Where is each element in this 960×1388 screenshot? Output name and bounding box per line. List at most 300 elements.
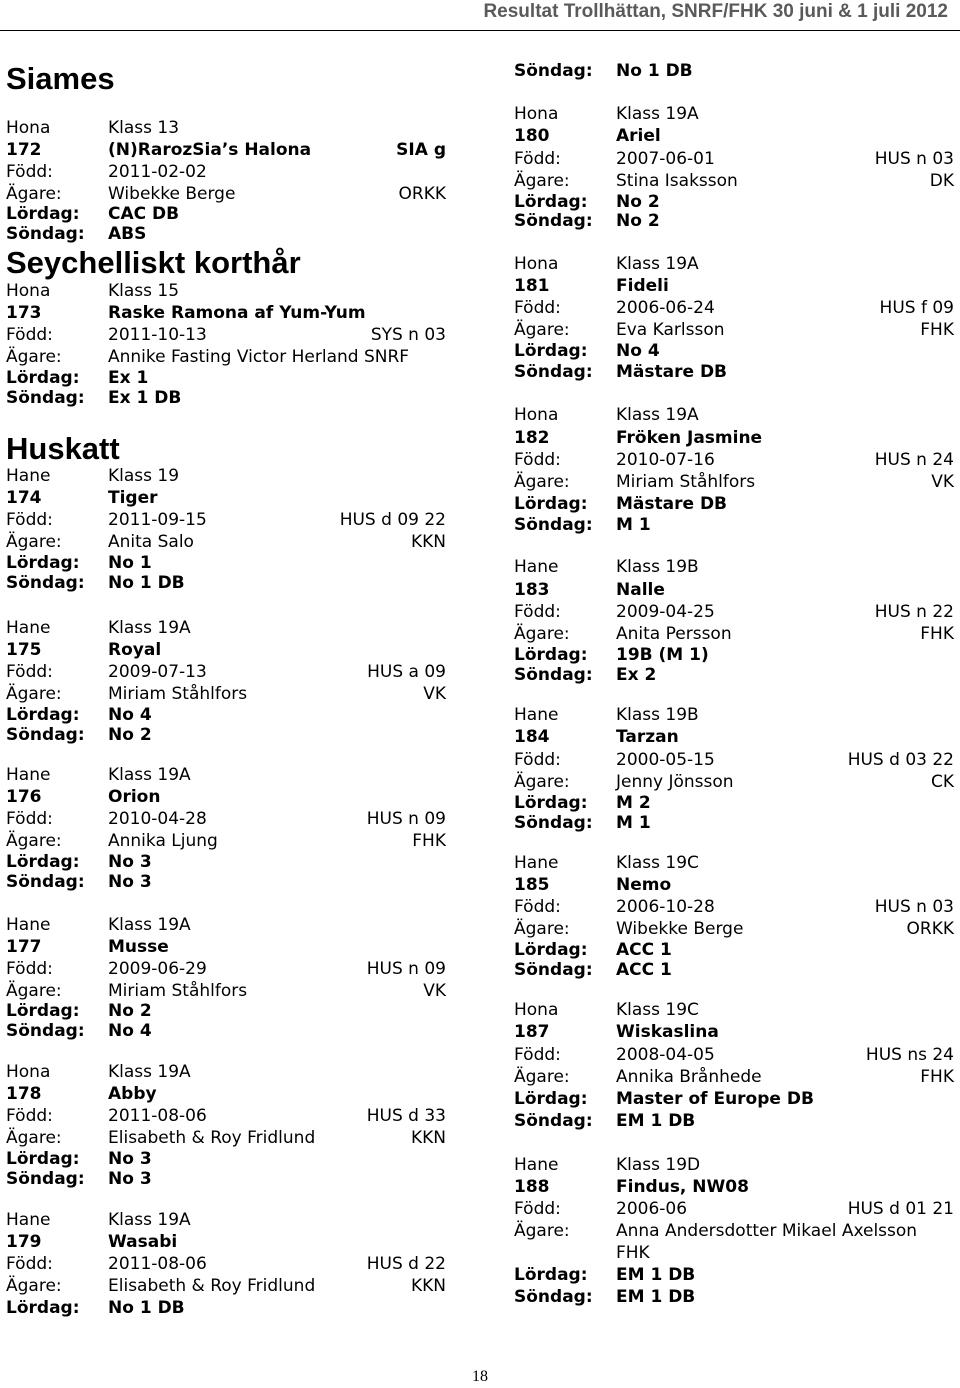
entry-line-172 [6, 140, 446, 161]
field-label: Lördag: [6, 368, 80, 388]
field-value: Jenny Jönsson [616, 772, 734, 792]
field-value: Eva Karlsson [616, 320, 725, 340]
field-label: Ägare: [6, 684, 62, 704]
field-value: No 3 [108, 872, 152, 892]
entry-line-182 [514, 428, 954, 449]
entry-line-lördag [6, 852, 446, 873]
entry-line-cont [514, 1243, 954, 1264]
field-label: Lördag: [514, 940, 588, 960]
field-label: Lördag: [514, 341, 588, 361]
entry-line-177 [6, 937, 446, 958]
entry-line-176 [6, 787, 446, 808]
entry-line-född [6, 809, 446, 830]
entry-line-söndag [514, 211, 954, 232]
entry-line-184 [514, 727, 954, 748]
field-value: Royal [108, 640, 162, 660]
field-label: 187 [514, 1022, 550, 1042]
field-extra: KKN [410, 1128, 446, 1148]
field-value: 2011-02-02 [108, 162, 207, 182]
field-label: Söndag: [514, 61, 593, 81]
field-value: Klass 19C [616, 853, 699, 873]
entry-line-lördag [514, 341, 954, 362]
entry-line-söndag [514, 1111, 954, 1132]
entry-line-söndag [514, 960, 954, 981]
field-value: EM 1 DB [616, 1265, 696, 1285]
field-value: 2006-06 [616, 1199, 688, 1219]
section-title: Seychelliskt korthår [6, 245, 301, 280]
entry-line-född [514, 602, 954, 623]
field-value: Miriam Ståhlfors [616, 472, 756, 492]
field-label: 179 [6, 1232, 42, 1252]
field-value: 2006-10-28 [616, 897, 715, 917]
field-label: Född: [514, 1045, 561, 1065]
field-extra: CK [930, 772, 954, 792]
field-value: Elisabeth & Roy Fridlund [108, 1276, 316, 1296]
field-value: No 2 [616, 192, 660, 212]
entry-line-hane [6, 765, 446, 786]
entry-line-hane [514, 557, 954, 578]
field-label: Född: [514, 602, 561, 622]
field-label: Född: [6, 809, 53, 829]
field-value: Anna Andersdotter Mikael Axelsson [616, 1221, 918, 1241]
entry-line-ägare [6, 981, 446, 1002]
entry-line-185 [514, 875, 954, 896]
field-label: Ägare: [6, 1128, 62, 1148]
entry-line-lördag [6, 553, 446, 574]
field-label: 178 [6, 1084, 42, 1104]
entry-line-söndag [514, 362, 954, 383]
field-value: Klass 19 [108, 466, 180, 486]
entry-line-ägare [514, 320, 954, 341]
field-value: ACC 1 [616, 940, 672, 960]
field-label: 173 [6, 303, 42, 323]
field-label: Söndag: [6, 573, 85, 593]
field-value: 2010-07-16 [616, 450, 715, 470]
field-label: Söndag: [6, 1169, 85, 1189]
field-extra: VK [423, 684, 446, 704]
field-value: 2009-06-29 [108, 959, 207, 979]
field-label: Hane [514, 853, 559, 873]
field-label: Ägare: [6, 1276, 62, 1296]
entry-line-lördag [6, 1298, 446, 1319]
entry-line-lördag [514, 645, 954, 666]
field-value: Klass 19B [616, 557, 699, 577]
field-label: Ägare: [6, 831, 62, 851]
field-label: Född: [6, 510, 53, 530]
field-extra: HUS n 22 [874, 602, 954, 622]
field-label: Lördag: [514, 793, 588, 813]
field-label: Hane [514, 1155, 559, 1175]
field-label: Ägare: [6, 184, 62, 204]
field-label: Född: [514, 1199, 561, 1219]
entry-line-söndag [6, 725, 446, 746]
entry-line-söndag [514, 813, 954, 834]
entry-line-söndag [6, 1021, 446, 1042]
field-label: 177 [6, 937, 42, 957]
field-extra: HUS d 09 22 [339, 510, 446, 530]
field-label: Lördag: [6, 1001, 80, 1021]
entry-line-född [514, 1199, 954, 1220]
field-value: 2011-09-15 [108, 510, 207, 530]
section-title: Siames [6, 61, 115, 96]
entry-line-lördag [514, 1265, 954, 1286]
field-value: No 3 [108, 852, 152, 872]
field-value: EM 1 DB [616, 1111, 696, 1131]
entry-line-ägare [514, 472, 954, 493]
field-extra: KKN [410, 1276, 446, 1296]
entry-line-178 [6, 1084, 446, 1105]
field-value: ABS [108, 224, 147, 244]
field-label: Född: [514, 450, 561, 470]
page-number: 18 [472, 1368, 488, 1385]
entry-line-lördag [6, 368, 446, 389]
field-extra: ORKK [906, 919, 954, 939]
field-value: Mästare DB [616, 494, 728, 514]
field-label: 185 [514, 875, 550, 895]
field-value: Wibekke Berge [616, 919, 744, 939]
header-title: Resultat Trollhättan, SNRF/FHK 30 juni & 1 juli 2012 [483, 1, 948, 22]
field-value: Miriam Ståhlfors [108, 684, 248, 704]
field-value: Klass 13 [108, 118, 180, 138]
field-value: No 4 [108, 1021, 152, 1041]
field-label: Lördag: [6, 1149, 80, 1169]
field-label: Hona [514, 254, 559, 274]
field-value: Raske Ramona af Yum-Yum [108, 303, 366, 323]
entry-line-född [6, 1254, 446, 1275]
field-value: Stina Isaksson [616, 171, 738, 191]
field-label: Född: [514, 149, 561, 169]
field-label: Hane [6, 765, 51, 785]
field-extra: HUS d 33 [366, 1106, 446, 1126]
entry-line-söndag [514, 665, 954, 686]
field-label: Lördag: [6, 1298, 80, 1318]
field-value: ACC 1 [616, 960, 672, 980]
field-value: Master of Europe DB [616, 1089, 814, 1109]
field-value: 2009-04-25 [616, 602, 715, 622]
field-extra: DK [929, 171, 954, 191]
field-value: Klass 19C [616, 1000, 699, 1020]
entry-line-180 [514, 126, 954, 147]
field-label: Söndag: [514, 515, 593, 535]
field-label: Ägare: [514, 1067, 570, 1087]
field-extra: HUS n 24 [874, 450, 954, 470]
field-value: 2007-06-01 [616, 149, 715, 169]
field-value: Klass 19D [616, 1155, 701, 1175]
field-value: Elisabeth & Roy Fridlund [108, 1128, 316, 1148]
field-value: Tarzan [616, 727, 679, 747]
field-extra: FHK [412, 831, 446, 851]
field-value: No 3 [108, 1149, 152, 1169]
field-label: 184 [514, 727, 550, 747]
field-label: Hane [6, 1210, 51, 1230]
field-label: 176 [6, 787, 42, 807]
entry-line-född [6, 662, 446, 683]
field-label: 172 [6, 140, 42, 160]
field-extra: ORKK [398, 184, 446, 204]
entry-line-ägare [514, 772, 954, 793]
field-label: Lördag: [514, 192, 588, 212]
field-label: Ägare: [514, 1221, 570, 1241]
entry-line-hane [514, 853, 954, 874]
section-title: Huskatt [6, 431, 120, 466]
field-value: No 4 [108, 705, 152, 725]
entry-line-hona [514, 104, 954, 125]
field-extra: FHK [920, 320, 954, 340]
entry-line-lördag [6, 204, 446, 225]
field-label: Söndag: [514, 1287, 593, 1307]
field-value: M 2 [616, 793, 651, 813]
entry-line-född [6, 510, 446, 531]
field-value: Ex 2 [616, 665, 657, 685]
entry-line-ägare [514, 171, 954, 192]
entry-line-188 [514, 1177, 954, 1198]
entry-line-hane [6, 466, 446, 487]
entry-line-söndag [6, 573, 446, 594]
entry-line-181 [514, 276, 954, 297]
entry-line-söndag [6, 872, 446, 893]
field-value: Klass 19A [616, 104, 699, 124]
field-label: Hane [6, 618, 51, 638]
entry-line-söndag [6, 1169, 446, 1190]
field-value: Tiger [108, 488, 158, 508]
entry-line-söndag [514, 61, 954, 82]
entry-line-hane [6, 915, 446, 936]
field-label: Hona [514, 104, 559, 124]
entry-line-ägare [6, 184, 446, 205]
entry-line-ägare [6, 1276, 446, 1297]
field-value: Miriam Ståhlfors [108, 981, 248, 1001]
field-label: Ägare: [514, 919, 570, 939]
field-value: Wibekke Berge [108, 184, 236, 204]
field-value: M 1 [616, 515, 651, 535]
field-extra: FHK [920, 624, 954, 644]
field-value: Klass 19B [616, 705, 699, 725]
entry-line-hane [514, 705, 954, 726]
field-label: Född: [514, 750, 561, 770]
entry-line-lördag [514, 192, 954, 213]
entry-line-född [514, 149, 954, 170]
entry-line-lördag [514, 494, 954, 515]
field-label: 183 [514, 580, 550, 600]
field-value: No 2 [108, 725, 152, 745]
field-value: Klass 19A [108, 765, 191, 785]
field-value: No 2 [616, 211, 660, 231]
entry-line-ägare [514, 1221, 954, 1242]
field-value: 19B (M 1) [616, 645, 709, 665]
field-label: 180 [514, 126, 550, 146]
field-extra: HUS ns 24 [865, 1045, 954, 1065]
field-value: Klass 19A [108, 1062, 191, 1082]
entry-line-lördag [514, 793, 954, 814]
field-value: 2010-04-28 [108, 809, 207, 829]
field-value: Klass 15 [108, 281, 180, 301]
field-value: 2011-10-13 [108, 325, 207, 345]
entry-line-född [514, 750, 954, 771]
field-value: Klass 19A [616, 405, 699, 425]
field-label: Ägare: [514, 772, 570, 792]
field-label: Ägare: [514, 472, 570, 492]
field-label: Söndag: [514, 362, 593, 382]
field-value: 2008-04-05 [616, 1045, 715, 1065]
entry-line-söndag [514, 1287, 954, 1308]
field-label: Söndag: [6, 725, 85, 745]
field-label: 174 [6, 488, 42, 508]
entry-line-hane [6, 1210, 446, 1231]
field-label: Ägare: [6, 981, 62, 1001]
field-label: Född: [514, 298, 561, 318]
field-value: 2009-07-13 [108, 662, 207, 682]
field-label: Född: [6, 1254, 53, 1274]
field-label: Söndag: [514, 1111, 593, 1131]
field-label: Lördag: [6, 852, 80, 872]
field-extra: FHK [920, 1067, 954, 1087]
field-label: Hane [514, 705, 559, 725]
entry-line-183 [514, 580, 954, 601]
field-label: Lördag: [514, 1089, 588, 1109]
field-value: Nalle [616, 580, 665, 600]
field-label: Söndag: [6, 872, 85, 892]
field-value: Abby [108, 1084, 157, 1104]
field-label: Född: [514, 897, 561, 917]
entry-line-hona [514, 405, 954, 426]
field-label: Hona [514, 1000, 559, 1020]
field-extra: HUS d 03 22 [847, 750, 954, 770]
entry-line-född [6, 1106, 446, 1127]
entry-line-hane [514, 1155, 954, 1176]
entry-line-söndag [6, 388, 446, 409]
field-label: Ägare: [514, 624, 570, 644]
field-label: Född: [6, 662, 53, 682]
field-value: No 1 DB [108, 1298, 185, 1318]
field-label: Hane [514, 557, 559, 577]
field-extra: VK [423, 981, 446, 1001]
field-extra: KKN [410, 532, 446, 552]
field-label: Söndag: [514, 960, 593, 980]
entry-line-ägare [6, 1128, 446, 1149]
field-value: M 1 [616, 813, 651, 833]
field-value: Annika Ljung [108, 831, 218, 851]
entry-line-175 [6, 640, 446, 661]
field-value: Wasabi [108, 1232, 178, 1252]
field-label: Lördag: [6, 553, 80, 573]
entry-line-hona [6, 1062, 446, 1083]
entry-line-född [514, 1045, 954, 1066]
field-value: Klass 19A [108, 1210, 191, 1230]
field-label: 175 [6, 640, 42, 660]
entry-line-ägare [514, 1067, 954, 1088]
field-extra: HUS d 22 [366, 1254, 446, 1274]
field-label: Söndag: [514, 665, 593, 685]
field-value: Annika Brånhede [616, 1067, 762, 1087]
field-label: Ägare: [6, 347, 62, 367]
field-extra: HUS f 09 [879, 298, 954, 318]
field-value: No 1 DB [616, 61, 693, 81]
field-extra: SIA g [396, 140, 446, 160]
field-value: No 4 [616, 341, 660, 361]
entry-line-född [6, 959, 446, 980]
entry-line-179 [6, 1232, 446, 1253]
field-label: 188 [514, 1177, 550, 1197]
entry-line-ägare [6, 532, 446, 553]
field-extra: HUS n 03 [874, 149, 954, 169]
field-value: Findus, NW08 [616, 1177, 749, 1197]
field-extra: HUS n 09 [366, 809, 446, 829]
entry-line-lördag [6, 1149, 446, 1170]
field-value: Fideli [616, 276, 669, 296]
entry-line-född [6, 162, 446, 183]
field-value: FHK [616, 1243, 650, 1263]
field-value: (N)RarozSia’s Halona [108, 140, 312, 160]
field-value: Klass 19A [108, 618, 191, 638]
field-label: Hona [6, 118, 51, 138]
entry-line-173 [6, 303, 446, 324]
field-label: Lördag: [514, 1265, 588, 1285]
entry-line-lördag [514, 1089, 954, 1110]
field-value: No 1 [108, 553, 152, 573]
field-value: Anita Salo [108, 532, 194, 552]
entry-line-lördag [514, 940, 954, 961]
entry-line-ägare [6, 831, 446, 852]
field-label: 182 [514, 428, 550, 448]
field-value: Ariel [616, 126, 661, 146]
field-label: Hane [6, 466, 51, 486]
field-extra: HUS a 09 [367, 662, 446, 682]
field-label: Född: [6, 959, 53, 979]
entry-line-187 [514, 1022, 954, 1043]
field-value: 2006-06-24 [616, 298, 715, 318]
entry-line-född [514, 298, 954, 319]
field-label: Söndag: [6, 224, 85, 244]
entry-line-född [514, 450, 954, 471]
field-label: Lördag: [6, 705, 80, 725]
field-label: Hona [6, 1062, 51, 1082]
entry-line-ägare [6, 347, 446, 368]
field-value: Musse [108, 937, 169, 957]
field-label: Lördag: [514, 494, 588, 514]
entry-line-född [514, 897, 954, 918]
field-label: 181 [514, 276, 550, 296]
entry-line-hona [6, 118, 446, 139]
entry-line-lördag [6, 1001, 446, 1022]
field-label: Lördag: [6, 204, 80, 224]
field-label: Söndag: [514, 211, 593, 231]
field-label: Ägare: [514, 320, 570, 340]
field-label: Född: [6, 1106, 53, 1126]
field-value: Ex 1 DB [108, 388, 182, 408]
field-extra: HUS n 09 [366, 959, 446, 979]
field-value: Mästare DB [616, 362, 728, 382]
field-value: Fröken Jasmine [616, 428, 763, 448]
page-header [0, 0, 960, 31]
field-extra: SYS n 03 [370, 325, 446, 345]
field-label: Söndag: [6, 388, 85, 408]
entry-line-174 [6, 488, 446, 509]
field-value: No 2 [108, 1001, 152, 1021]
field-value: No 1 DB [108, 573, 185, 593]
entry-line-hona [514, 1000, 954, 1021]
field-value: No 3 [108, 1169, 152, 1189]
entry-line-hona [514, 254, 954, 275]
field-value: CAC DB [108, 204, 180, 224]
entry-line-ägare [514, 624, 954, 645]
field-label: Söndag: [6, 1021, 85, 1041]
field-value: 2011-08-06 [108, 1254, 207, 1274]
field-value: Klass 19A [108, 915, 191, 935]
field-label: Hona [514, 405, 559, 425]
field-value: Anita Persson [616, 624, 732, 644]
field-extra: HUS d 01 21 [847, 1199, 954, 1219]
entry-line-hane [6, 618, 446, 639]
